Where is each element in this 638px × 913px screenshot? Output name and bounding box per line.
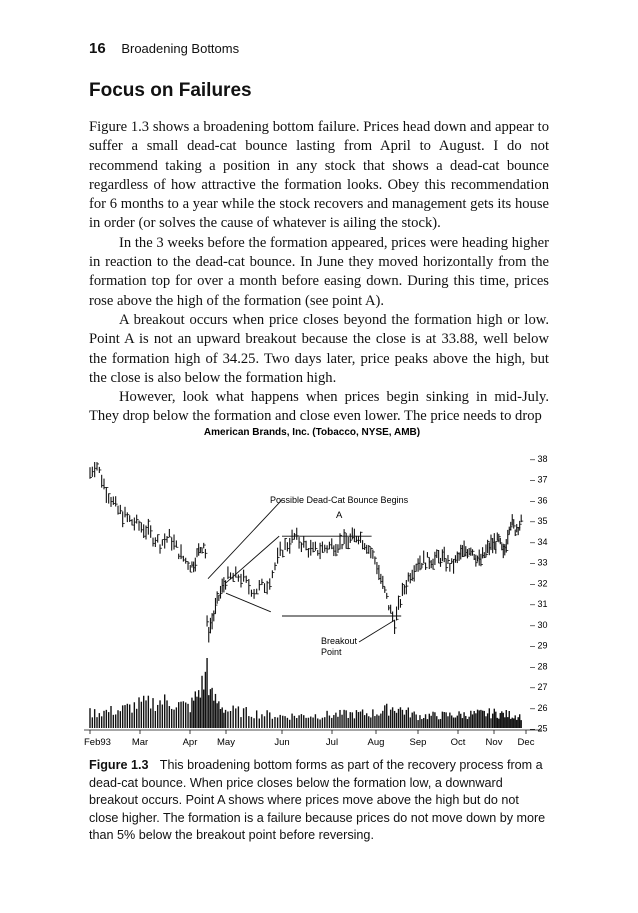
paragraph: However, look what happens when prices begin sinking in mid-July. They drop below the formation and close even lower. The price needs to drop xyxy=(89,389,549,425)
paragraph: In the 3 weeks before the formation appeared, prices were heading higher in reaction to the dead-cat bounce. In June they moved horizontally from the formation top for over a month before easing down. During this time, prices rose above the high of the formation (see point A). xyxy=(89,234,549,309)
y-tick-label: – 30 xyxy=(530,619,548,630)
y-tick-label: – 34 xyxy=(530,536,548,547)
y-tick-label: – 33 xyxy=(530,557,548,568)
x-tick-label: Jun xyxy=(274,737,290,748)
y-tick-label: – 35 xyxy=(530,516,548,527)
y-tick-label: – 32 xyxy=(530,578,548,589)
formation-upper-trendline xyxy=(226,536,279,583)
paragraph: Figure 1.3 shows a broadening bottom failure. Prices head down and appear to suffer a small dead-cat bounce lasting from April to August. I do not recommend taking a position in any stock that shows a dead-cat bounce regardless of how attractive the formation looks. Obey this recommendation for 6 months to a year while the stock recovers and management gets its house in order (or solves the cause of whatever is ailing the stock). xyxy=(89,119,549,232)
breakout-label-line2: Point xyxy=(321,647,342,657)
price-chart xyxy=(84,420,554,750)
y-tick-label: – 25 xyxy=(530,723,548,734)
x-tick-label: Sep xyxy=(409,737,427,748)
breakout-label-line1: Breakout xyxy=(321,636,358,646)
formation-lower-trendline xyxy=(226,593,271,612)
y-tick-label: – 37 xyxy=(530,474,548,485)
x-tick-label: Jul xyxy=(325,737,339,748)
x-tick-label: Oct xyxy=(450,737,466,748)
dead-cat-pointer-line xyxy=(208,500,282,579)
x-tick-label: Aug xyxy=(367,737,385,748)
x-tick-label: Feb93 xyxy=(84,737,111,748)
y-tick-label: – 26 xyxy=(530,702,548,713)
y-tick-label: – 38 xyxy=(530,453,548,464)
running-title: Broadening Bottoms xyxy=(121,41,240,56)
x-tick-label: Apr xyxy=(182,737,198,748)
breakout-pointer-line xyxy=(359,620,395,642)
y-tick-label: – 36 xyxy=(530,495,548,506)
figure-caption xyxy=(89,757,551,845)
point-a-label: A xyxy=(336,510,343,521)
y-tick-label: – 28 xyxy=(530,661,548,672)
y-tick-label: – 29 xyxy=(530,640,548,651)
caption-text: This broadening bottom forms as part of the recovery process from a dead-cat bounce. When price closes below the formation low, a downward breakout occurs. Point A shows where prices move above the high but do not close higher. The formation is a failure because prices do not move down by more than 5% below the breakout point before reversing. xyxy=(89,758,546,842)
y-tick-label: – 27 xyxy=(530,682,548,693)
figure-label: Figure 1.3 xyxy=(89,758,149,772)
y-tick-label: – 31 xyxy=(530,599,548,610)
dead-cat-annotation: Possible Dead-Cat Bounce Begins xyxy=(270,495,409,505)
body-text xyxy=(89,118,549,427)
page-number: 16 xyxy=(89,40,106,57)
x-tick-label: May xyxy=(217,737,235,748)
chart-title: American Brands, Inc. (Tobacco, NYSE, AMB) xyxy=(203,427,421,438)
x-tick-label: Nov xyxy=(485,737,503,748)
volume-layer xyxy=(90,658,521,728)
x-axis xyxy=(84,730,542,748)
price-bars xyxy=(90,462,523,642)
trendlines xyxy=(208,500,401,642)
y-axis xyxy=(530,454,548,734)
paragraph: A breakout occurs when price closes beyond the formation high or low. Point A is not an upward breakout because the close is at 33.88, well below the formation high of 34.25. Two days later, price peaks above the high, but the close is also below the formation high. xyxy=(89,311,549,386)
x-tick-label: Mar xyxy=(131,737,149,748)
running-header xyxy=(89,40,239,57)
x-tick-label: Dec xyxy=(517,737,535,748)
section-title: Focus on Failures xyxy=(89,80,252,101)
